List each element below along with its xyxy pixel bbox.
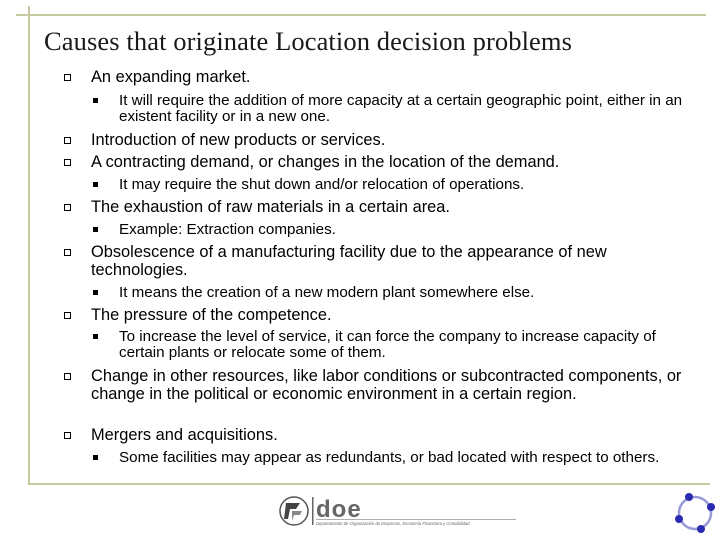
sub-bullet-text: It will require the addition of more capacity at a certain geographic point, either in an existent facility or in a new one. [119, 92, 683, 125]
bullet-text: Introduction of new products or services. [91, 131, 386, 149]
bullet-item [91, 153, 701, 171]
box-bullet-icon [64, 74, 71, 81]
box-bullet-icon [64, 249, 71, 256]
square-bullet-icon [93, 227, 98, 232]
square-bullet-icon [93, 334, 98, 339]
box-bullet-icon [64, 432, 71, 439]
sub-bullet-item [119, 329, 699, 360]
ring-icon [679, 497, 711, 529]
logo-divider [312, 497, 314, 525]
logo-underline [316, 519, 516, 520]
box-bullet-icon [64, 312, 71, 319]
sub-bullet-text: It means the creation of a new modern plant somewhere else. [119, 284, 535, 301]
bullet-item [91, 243, 701, 279]
sub-bullet-item [119, 450, 699, 466]
bullet-text: Change in other resources, like labor conditions or subcontracted components, or change in the political or economic environment in a certain region. [91, 367, 682, 403]
sub-bullet-text: To increase the level of service, it can force the company to increase capacity of certain plants or relocate some of them. [119, 328, 656, 361]
bullet-text: Mergers and acquisitions. [91, 426, 278, 444]
bullet-item [91, 306, 701, 324]
dot-icon [697, 525, 705, 533]
bullet-item [91, 131, 701, 149]
doe-logo [278, 493, 518, 529]
sub-bullet-item [119, 222, 699, 238]
bullet-text: Obsolescence of a manufacturing facility due to the appearance of new technologies. [91, 243, 607, 279]
logo-subtitle: Departamento de Organización de Empresas, Economía Financiera y Contabilidad [316, 521, 470, 526]
dot-icon [675, 515, 683, 523]
box-bullet-icon [64, 373, 71, 380]
sub-bullet-item [119, 93, 699, 124]
sub-bullet-text: Example: Extraction companies. [119, 221, 336, 238]
dot-icon [707, 503, 715, 511]
corner-decoration [672, 490, 718, 536]
sub-bullet-item [119, 285, 699, 301]
bullet-text: A contracting demand, or changes in the location of the demand. [91, 153, 560, 171]
square-bullet-icon [93, 290, 98, 295]
bullet-item [91, 367, 701, 403]
bullet-text: The pressure of the competence. [91, 306, 332, 324]
box-bullet-icon [64, 204, 71, 211]
bullet-text: An expanding market. [91, 68, 251, 86]
bullet-text: The exhaustion of raw materials in a certain area. [91, 198, 450, 216]
box-bullet-icon [64, 137, 71, 144]
logo-text: doe [316, 496, 362, 523]
sub-bullet-text: It may require the shut down and/or relocation of operations. [119, 176, 525, 193]
box-bullet-icon [64, 159, 71, 166]
sub-bullet-text: Some facilities may appear as redundants, or bad located with respect to others. [119, 449, 660, 466]
dot-icon [685, 493, 693, 501]
bullet-item [91, 426, 701, 444]
bullet-item [91, 68, 701, 86]
square-bullet-icon [93, 98, 98, 103]
slide-title: Causes that originate Location decision problems [44, 26, 573, 56]
bullet-item [91, 198, 701, 216]
sub-bullet-item [119, 177, 699, 193]
square-bullet-icon [93, 182, 98, 187]
square-bullet-icon [93, 455, 98, 460]
